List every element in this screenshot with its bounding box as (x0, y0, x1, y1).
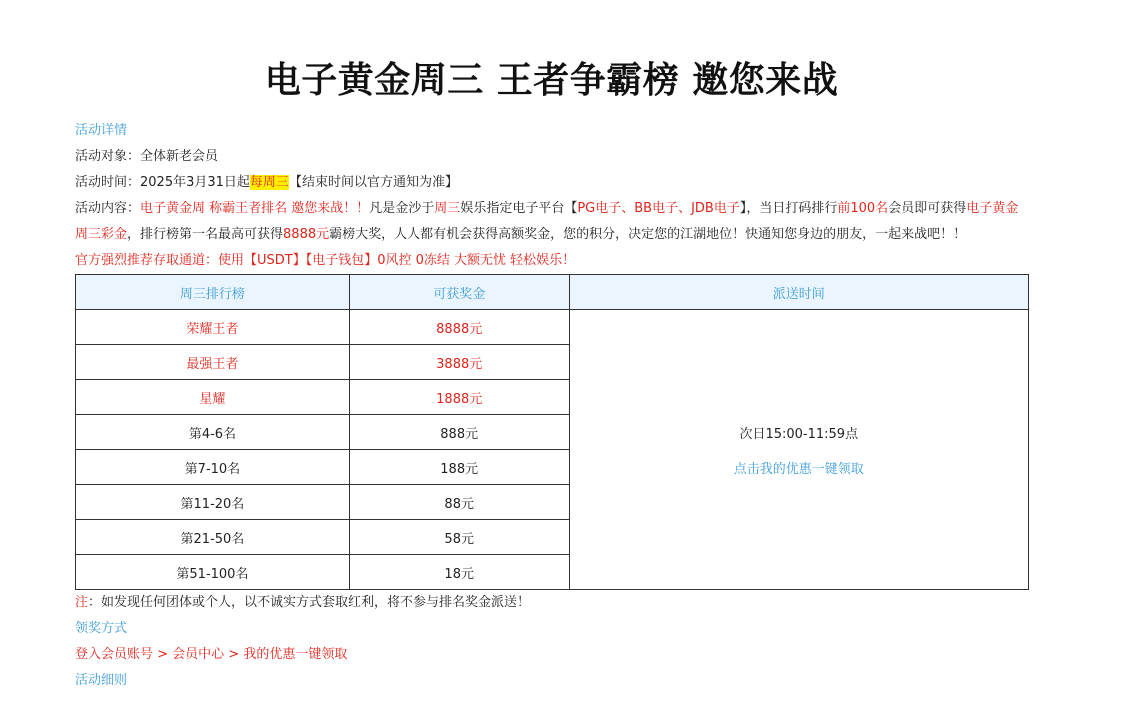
prize-cell: 8888元 (349, 310, 569, 345)
content-text: 会员即可获得 (888, 201, 967, 216)
time-start: 2025年3月31日起 (140, 175, 250, 190)
header-rank: 周三排行榜 (76, 275, 350, 310)
content-text: ，排行榜第一名最高可获得 (127, 227, 284, 242)
target-label: 活动对象： (75, 149, 141, 164)
rank-cell: 最强王者 (76, 345, 350, 380)
rank-cell: 第7-10名 (76, 450, 350, 485)
rank-cell: 第51-100名 (76, 555, 350, 590)
claim-path[interactable]: 登入会员账号 > 会员中心 > 我的优惠一键领取 (75, 647, 348, 662)
header-delivery: 派送时间 (569, 275, 1028, 310)
delivery-cell (569, 310, 1028, 590)
content-top-prize: 8888元 (283, 227, 330, 242)
content-slogan: 电子黄金周 称霸王者排名 邀您来战！！ (140, 201, 370, 216)
recommend-channel: 官方强烈推荐存取通道：使用【USDT】【电子钱包】0风控 0冻结 大额无忧 轻松娱乐！ (75, 253, 576, 268)
content-platforms: PG电子、BB电子、JDB电子 (577, 201, 740, 216)
content-weekday: 周三 (434, 201, 461, 216)
delivery-time: 次日15:00-11:59点 (739, 426, 859, 442)
target-line (75, 144, 1030, 170)
note-line (75, 590, 1030, 616)
prize-cell: 18元 (349, 555, 569, 590)
rank-cell: 第11-20名 (76, 485, 350, 520)
prize-cell: 1888元 (349, 380, 569, 415)
content-top100: 前100名 (837, 201, 889, 216)
time-label: 活动时间： (75, 175, 141, 190)
time-line (75, 170, 1030, 196)
rank-cell: 第4-6名 (76, 415, 350, 450)
content-label: 活动内容： (75, 201, 141, 216)
content-text: 】，当日打码排行 (739, 201, 838, 216)
content-bonus-name: 电子黄金周三彩金 (75, 201, 1019, 242)
table-row (76, 310, 1029, 345)
target-value: 全体新老会员 (140, 149, 219, 164)
rules-heading: 活动细则 (75, 673, 128, 688)
content-paragraph (75, 196, 1030, 248)
note-label: 注 (75, 595, 89, 610)
note-text: ：如发现任何团体或个人，以不诚实方式套取红利，将不参与排名奖金派送！ (88, 595, 531, 610)
prize-cell: 88元 (349, 485, 569, 520)
header-prize: 可获奖金 (349, 275, 569, 310)
prize-cell: 58元 (349, 520, 569, 555)
prize-cell: 188元 (349, 450, 569, 485)
time-end: 【结束时间以官方通知为准】 (288, 175, 458, 190)
content-text: 凡是金沙于 (369, 201, 435, 216)
prize-cell: 3888元 (349, 345, 569, 380)
ranking-table (75, 274, 1029, 590)
rank-cell: 荣耀王者 (76, 310, 350, 345)
time-highlight: 每周三 (249, 175, 289, 190)
page-title: 电子黄金周三 王者争霸榜 邀您来战 (264, 60, 839, 101)
table-header-row (76, 275, 1029, 310)
rank-cell: 星耀 (76, 380, 350, 415)
details-heading: 活动详情 (75, 123, 128, 138)
content-text: 娱乐指定电子平台【 (460, 201, 578, 216)
claim-heading: 领奖方式 (75, 621, 128, 636)
content-text: 霸榜大奖，人人都有机会获得高额奖金，您的积分，决定您的江湖地位！快通知您身边的朋友，一起来战吧！！ (329, 227, 967, 242)
rank-cell: 第21-50名 (76, 520, 350, 555)
promo-content (75, 118, 1030, 694)
claim-link[interactable]: 点击我的优惠一键领取 (733, 461, 864, 477)
prize-cell: 888元 (349, 415, 569, 450)
